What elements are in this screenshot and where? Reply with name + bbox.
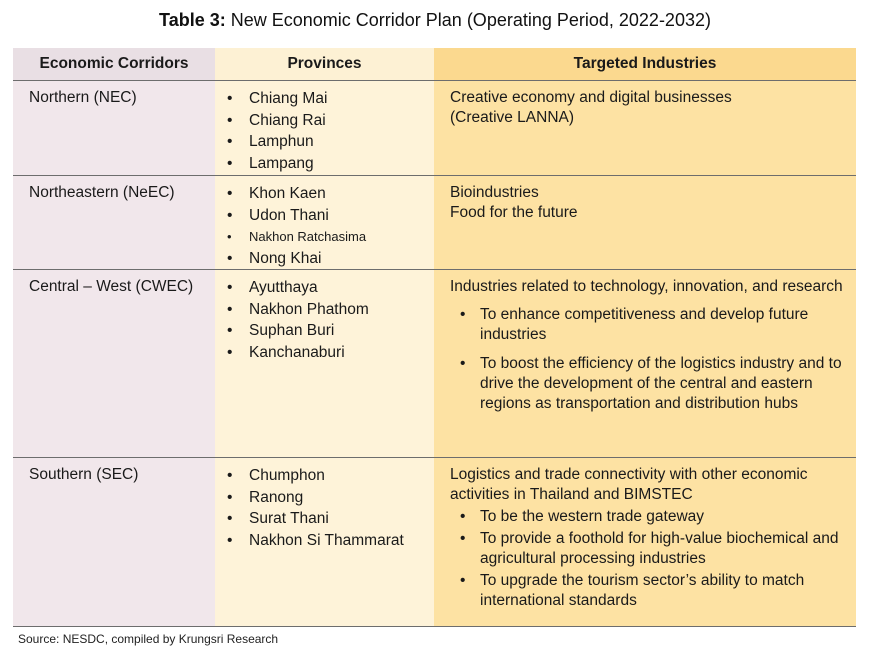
list-item: • Chumphon: [227, 465, 434, 487]
table-row: [13, 176, 856, 270]
header-row: [13, 48, 856, 81]
header-corridors: Economic Corridors: [13, 48, 215, 81]
table-title-text: New Economic Corridor Plan (Operating Period, 2022-2032): [230, 10, 711, 30]
industries-cell: [434, 81, 856, 176]
provinces-cell: [215, 458, 434, 627]
list-item: • To enhance competitiveness and develop future industries: [450, 305, 844, 345]
list-item: • To provide a foothold for high-value biochemical and agricultural processing industries: [450, 529, 844, 569]
table-number: Table 3:: [159, 10, 226, 30]
header-industries: Targeted Industries: [434, 48, 856, 81]
industry-text: Industries related to technology, innovation, and research: [450, 278, 843, 295]
corridor-cell: Northern (NEC): [13, 81, 215, 176]
list-item: • Khon Kaen: [227, 183, 434, 205]
list-item: • Nong Khai: [227, 248, 434, 270]
list-item: • Chiang Rai: [227, 110, 434, 132]
industry-text: Creative economy and digital businesses: [450, 89, 732, 106]
list-item: • Lampang: [227, 153, 434, 175]
source-note: Source: NESDC, compiled by Krungsri Research: [18, 632, 279, 646]
corridor-cell: Southern (SEC): [13, 458, 215, 627]
list-item: • Ranong: [227, 487, 434, 509]
list-item: • Nakhon Ratchasima: [227, 226, 434, 248]
industries-cell: [434, 270, 856, 458]
industries-cell: [434, 458, 856, 627]
industry-text: Logistics and trade connectivity with other economic activities in Thailand and BIMSTEC: [450, 466, 808, 503]
table-row: [13, 270, 856, 458]
header-provinces: Provinces: [215, 48, 434, 81]
list-item: • Nakhon Phathom: [227, 299, 434, 321]
list-item: • Udon Thani: [227, 205, 434, 227]
list-item: • To upgrade the tourism sector’s ability to match international standards: [450, 571, 844, 611]
corridor-table: [13, 48, 856, 627]
table-row: [13, 81, 856, 176]
industries-cell: [434, 176, 856, 270]
provinces-cell: [215, 176, 434, 270]
corridor-cell: Central – West (CWEC): [13, 270, 215, 458]
list-item: • Kanchanaburi: [227, 342, 434, 364]
list-item: • Chiang Mai: [227, 88, 434, 110]
list-item: • Surat Thani: [227, 508, 434, 530]
industry-text: Bioindustries: [450, 184, 539, 201]
provinces-cell: [215, 270, 434, 458]
industry-text: Food for the future: [450, 204, 578, 221]
list-item: • Lamphun: [227, 131, 434, 153]
table-row: [13, 458, 856, 627]
list-item: • To boost the efficiency of the logistics industry and to drive the development of the central and eastern regions as transportation and distribution hubs: [450, 354, 844, 414]
industry-text: (Creative LANNA): [450, 109, 575, 126]
table-title: [0, 10, 870, 31]
list-item: • To be the western trade gateway: [450, 507, 844, 527]
list-item: • Suphan Buri: [227, 320, 434, 342]
provinces-cell: [215, 81, 434, 176]
list-item: • Ayutthaya: [227, 277, 434, 299]
list-item: • Nakhon Si Thammarat: [227, 530, 434, 552]
corridor-cell: Northeastern (NeEC): [13, 176, 215, 270]
